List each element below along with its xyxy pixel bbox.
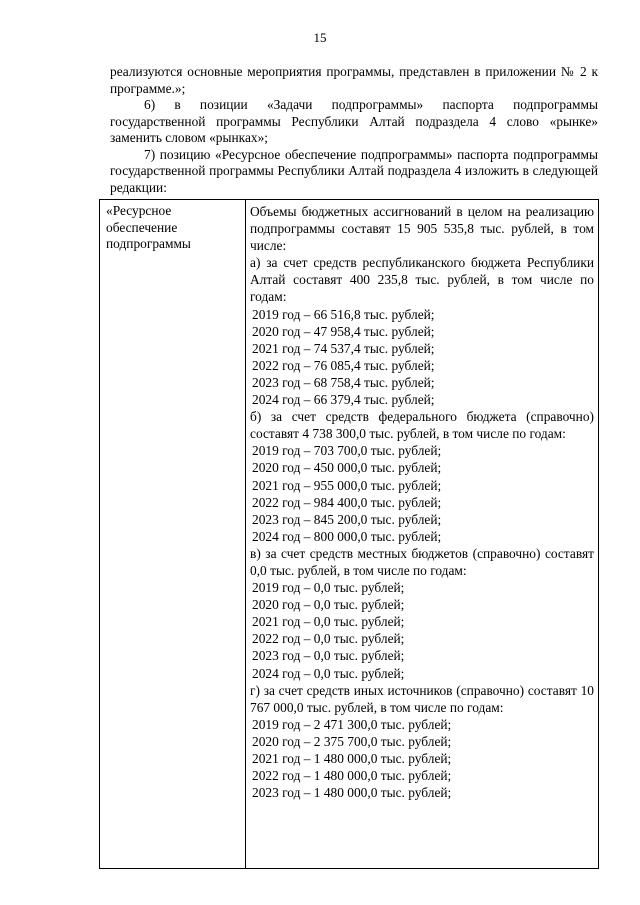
year-amount-line: 2019 год – 66 516,8 тыс. рублей; (252, 306, 435, 322)
year-amount-line: 2019 год – 0,0 тыс. рублей; (252, 580, 405, 596)
funding-paragraph: в) за счет средств местных бюджетов (справочно) составят 0,0 тыс. рублей, в том числе по годам: (250, 545, 594, 578)
year-amount-line: 2020 год – 47 958,4 тыс. рублей; (252, 323, 435, 339)
intro-paragraph: реализуются основные мероприятия программы, представлен в приложении № 2 к программе.»; (110, 64, 598, 96)
year-amount-line: 2022 год – 984 400,0 тыс. рублей; (252, 494, 442, 510)
year-amount-line: 2022 год – 0,0 тыс. рублей; (252, 631, 405, 647)
year-amount-line: 2022 год – 1 480 000,0 тыс. рублей; (252, 768, 452, 784)
funding-paragraph: Объемы бюджетных ассигнований в целом на реализацию подпрограммы составят 15 905 535,8 тыс. рублей, в том числе: (250, 204, 594, 254)
funding-paragraph: б) за счет средств федерального бюджета (справочно) составят 4 738 300,0 тыс. рублей, в том числе по годам: (250, 409, 594, 442)
year-amount-line: 2021 год – 74 537,4 тыс. рублей; (252, 340, 435, 356)
year-amount-line: 2020 год – 2 375 700,0 тыс. рублей; (252, 733, 452, 749)
year-amount-line: 2024 год – 66 379,4 тыс. рублей; (252, 392, 435, 408)
year-amount-line: 2020 год – 450 000,0 тыс. рублей; (252, 460, 442, 476)
year-amount-line: 2021 год – 0,0 тыс. рублей; (252, 614, 405, 630)
resource-table (99, 199, 599, 869)
year-amount-line: 2023 год – 0,0 тыс. рублей; (252, 648, 405, 664)
year-amount-line: 2022 год – 76 085,4 тыс. рублей; (252, 357, 435, 373)
year-amount-line: 2021 год – 955 000,0 тыс. рублей; (252, 477, 442, 493)
resource-label-line: обеспечение (106, 219, 178, 235)
intro-text (110, 64, 598, 196)
year-amount-line: 2024 год – 0,0 тыс. рублей; (252, 665, 405, 681)
year-amount-line: 2023 год – 845 200,0 тыс. рублей; (252, 511, 442, 527)
year-amount-line: 2023 год – 68 758,4 тыс. рублей; (252, 374, 435, 390)
funding-paragraph: г) за счет средств иных источников (справочно) составят 10 767 000,0 тыс. рублей, в том числе по годам: (250, 682, 594, 715)
year-amount-line: 2024 год – 800 000,0 тыс. рублей; (252, 528, 442, 544)
intro-paragraph: 7) позицию «Ресурсное обеспечение подпрограммы» паспорта подпрограммы государственной программы Республики Алтай подраздела 4 изложить в следующей редакции: (110, 146, 598, 195)
year-amount-line: 2021 год – 1 480 000,0 тыс. рублей; (252, 751, 452, 766)
funding-paragraph: а) за счет средств республиканского бюджета Республики Алтай составят 400 235,8 тыс. рублей, в том числе по годам: (250, 255, 594, 305)
page-number: 15 (313, 30, 327, 45)
year-amount-line: 2019 год – 703 700,0 тыс. рублей; (252, 443, 442, 459)
table-left-cell (100, 200, 246, 868)
year-amount-line: 2023 год – 1 480 000,0 тыс. рублей; (252, 785, 452, 801)
year-amount-line: 2020 год – 0,0 тыс. рублей; (252, 597, 405, 613)
resource-label-line: подпрограммы (106, 236, 191, 251)
table-right-cell (246, 200, 598, 868)
resource-label-line: «Ресурсное (106, 203, 172, 218)
intro-paragraph: 6) в позиции «Задачи подпрограммы» паспорта подпрограммы государственной программы Республики Алтай подраздела 4 слово «рынке» заменить словом «рынках»; (110, 97, 598, 145)
year-amount-line: 2019 год – 2 471 300,0 тыс. рублей; (252, 716, 452, 732)
